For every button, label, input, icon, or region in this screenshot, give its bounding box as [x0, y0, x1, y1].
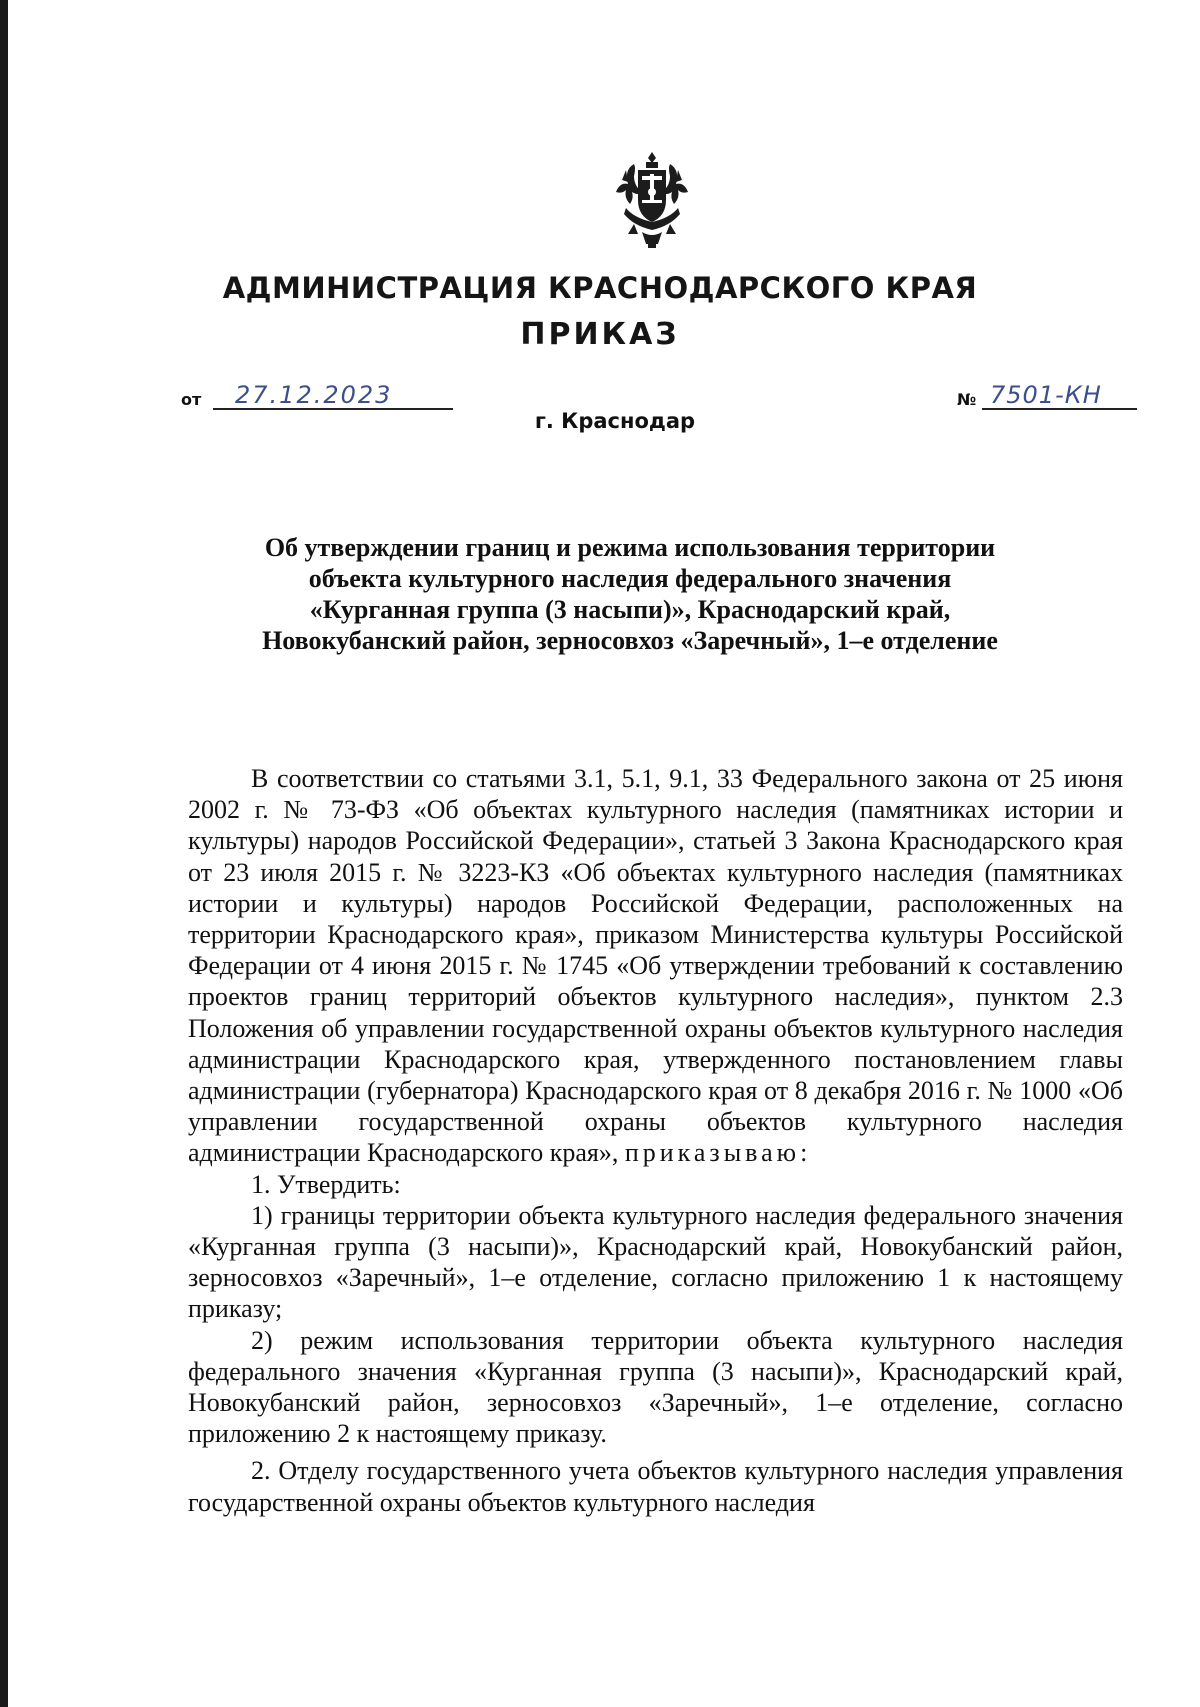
city: г. Краснодар: [534, 409, 696, 433]
document-type: ПРИКАЗ: [520, 317, 680, 352]
item-1-2: 2) режим использования территории объекта культурного наследия федерального значения «Курганная группа (3 насыпи)», Краснодарский край, Новокубанский район, зерносовхоз «Заречный», 1–е отделение, согласно приложению 2 к настоящему приказу.: [188, 1325, 1123, 1449]
item-1-1: 1) границы территории объекта культурного наследия федерального значения «Курганная группа (3 насыпи)», Краснодарский край, Новокубанский район, зерносовхоз «Заречный», 1–е отделение, согласно приложению 1 к настоящему приказу;: [188, 1200, 1123, 1324]
document-subject: [200, 532, 1060, 656]
subject-line: объекта культурного наследия федерального значения: [308, 564, 952, 593]
subject-line: «Курганная группа (3 насыпи)», Краснодарский край,: [309, 595, 951, 624]
preamble-text: В соответствии со статьями 3.1, 5.1, 9.1, 33 Федерального закона от 25 июня 2002 г. № 73-ФЗ «Об объектах культурного наследия (памятниках истории и культуры) народов Российской Федерации», статьей 3 Закона Краснодарского края от 23 июля 2015 г. № 3223-КЗ «Об объектах культурного наследия (памятниках истории и культуры) народов Российской Федерации, расположенных на территории Краснодарского края», приказом Министерства культуры Российской Федерации от 4 июня 2015 г. № 1745 «Об утверждении требований к составлению проектов границ территорий объектов культурного наследия», пунктом 2.3 Положения об управлении государственной охраны объектов культурного наследия администрации Краснодарского края, утвержденного постановлением главы администрации (губернатора) Краснодарского края от 8 декабря 2016 г. № 1000 «Об управлении государственной охраны объектов культурного наследия администрации Краснодарского края»,: [188, 764, 1123, 1168]
item-1-heading: 1. Утвердить:: [251, 1169, 401, 1199]
document-body: [188, 763, 1123, 1518]
order-word: приказываю:: [624, 1138, 812, 1168]
subject-line: Новокубанский район, зерносовхоз «Заречный», 1–е отделение: [262, 626, 998, 655]
item-2: 2. Отделу государственного учета объектов культурного наследия управления государственной охраны объектов культурного наследия: [188, 1456, 1123, 1517]
number-value: 7501-КН: [990, 381, 1102, 409]
date-value: 27.12.2023: [235, 381, 393, 409]
scan-edge: [0, 0, 8, 1707]
organization-title: АДМИНИСТРАЦИЯ КРАСНОДАРСКОГО КРАЯ: [222, 271, 978, 305]
number-label: №: [957, 390, 977, 409]
date-label: от: [181, 390, 202, 409]
coat-of-arms-icon: [612, 150, 692, 250]
preamble-paragraph: [188, 763, 1123, 1169]
subject-line: Об утверждении границ и режима использования территории: [264, 533, 996, 562]
